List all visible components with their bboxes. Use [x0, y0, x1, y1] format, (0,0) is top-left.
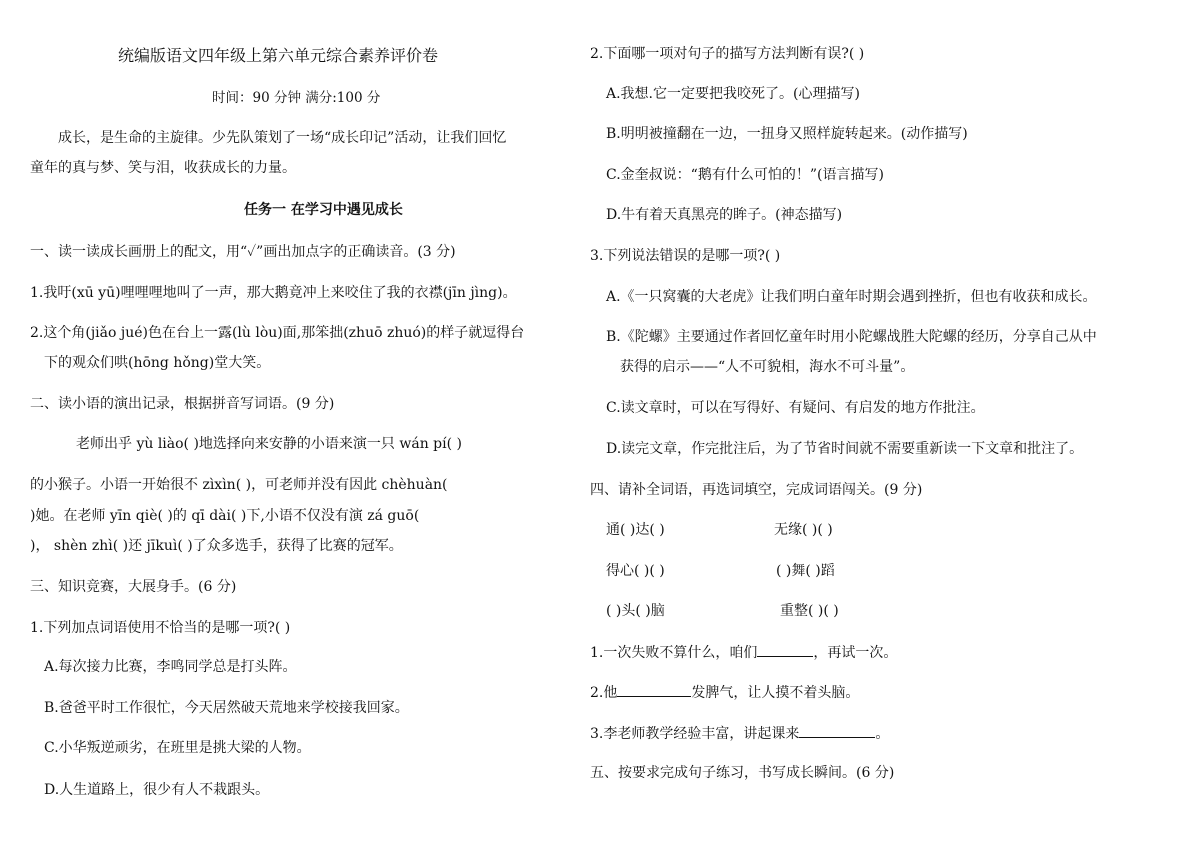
q3-sub3-option-a: A.《一只窝囊的大老虎》让我们明白童年时期会遇到挫折，但也有收获和成长。 [606, 289, 1097, 305]
q4-fill-2-text-before: 2.他 [590, 685, 618, 701]
q3-sub3-question: 3.下列说法错误的是哪一项?( ) [590, 248, 781, 264]
q3-sub1-option-c: C.小华叛逆顽劣，在班里是挑大梁的人物。 [44, 740, 311, 756]
q4-fill-3-blank[interactable] [799, 723, 875, 738]
q3-sub1-option-b: B.爸爸平时工作很忙，今天居然破天荒地来学校接我回家。 [44, 700, 409, 716]
intro-line-2: 童年的真与梦、笑与泪，收获成长的力量。 [30, 160, 296, 176]
q4-heading: 四、请补全词语，再选词填空，完成词语闯关。(9 分) [590, 482, 923, 498]
q3-sub3-option-b-line-1: B.《陀螺》主要通过作者回忆童年时用小陀螺战胜大陀螺的经历，分享自己从中 [606, 329, 1097, 345]
q2-heading: 二、读小语的演出记录，根据拼音写词语。(9 分) [30, 396, 335, 412]
q3-sub2-question: 2.下面哪一项对句子的描写方法判断有误?( ) [590, 46, 865, 62]
q3-sub2-option-a: A.我想.它一定要把我咬死了。(心理描写) [606, 86, 860, 102]
q4-word-1: 通( )达( ) [606, 522, 665, 538]
q2-line-2: 的小猴子。小语一开始很不 zìxìn( )，可老师并没有因此 chèhuàn( [30, 477, 448, 493]
q4-fill-3-text-before: 3.李老师教学经验丰富，讲起课来 [590, 726, 800, 742]
q3-sub1-option-a: A.每次接力比赛，李鸣同学总是打头阵。 [44, 659, 297, 675]
q4-word-2: 无缘( )( ) [774, 522, 833, 538]
q1-item-2-line-2: 下的观众们哄(hōng hǒng)堂大笑。 [44, 355, 271, 371]
q3-heading: 三、知识竞赛，大展身手。(6 分) [30, 579, 237, 595]
q1-item-1: 1.我吁(xū yū)哩哩哩地叫了一声，那大鹅竟冲上来咬住了我的衣襟(jīn jìng)。 [30, 285, 517, 301]
q4-word-4: ( )舞( )蹈 [776, 563, 835, 579]
q4-fill-3 [590, 723, 889, 744]
q4-fill-2-text-after: 发脾气，让人摸不着头脑。 [691, 685, 860, 701]
q4-fill-1-blank[interactable] [757, 642, 813, 657]
q3-sub2-option-c: C.金奎叔说：“鹅有什么可怕的！”(语言描写) [606, 167, 884, 183]
time-info: 时间：90 分钟 满分:100 分 [212, 90, 381, 106]
q4-fill-3-text-after: 。 [875, 726, 890, 742]
q4-word-5: ( )头( )脑 [606, 603, 665, 619]
q4-word-6: 重整( )( ) [780, 603, 839, 619]
q3-sub1-option-d: D.人生道路上，很少有人不栽跟头。 [44, 782, 270, 798]
task1-title: 任务一 在学习中遇见成长 [244, 202, 403, 218]
q4-fill-2 [590, 682, 859, 703]
q2-line-1: 老师出乎 yù liào( )地选择向来安静的小语来演一只 wán pí( ) [76, 436, 462, 452]
q4-fill-1 [590, 642, 897, 663]
q5-heading: 五、按要求完成句子练习，书写成长瞬间。(6 分) [590, 765, 895, 781]
q4-fill-1-text-after: ，再试一次。 [813, 645, 898, 661]
q2-line-4: )， shèn zhì( )还 jīkuì( )了众多选手，获得了比赛的冠军。 [30, 538, 403, 554]
q3-sub2-option-b: B.明明被撞翻在一边，一扭身又照样旋转起来。(动作描写) [606, 126, 968, 142]
q3-sub1-question: 1.下列加点词语使用不恰当的是哪一项?( ) [30, 620, 291, 636]
q3-sub2-option-d: D.牛有着天真黑亮的眸子。(神态描写) [606, 207, 843, 223]
q4-word-3: 得心( )( ) [606, 563, 665, 579]
q3-sub3-option-c: C.读文章时，可以在写得好、有疑问、有启发的地方作批注。 [606, 400, 985, 416]
intro-line-1: 成长，是生命的主旋律。少先队策划了一场“成长印记”活动，让我们回忆 [58, 130, 507, 146]
q2-line-3: )她。在老师 yīn qiè( )的 qī dài( )下,小语不仅没有演 zá guō( [30, 508, 420, 524]
page-title: 统编版语文四年级上第六单元综合素养评价卷 [118, 46, 439, 65]
q1-heading: 一、读一读成长画册上的配文，用“✓”画出加点字的正确读音。(3 分) [30, 244, 456, 260]
q3-sub3-option-d: D.读完文章，作完批注后，为了节省时间就不需要重新读一下文章和批注了。 [606, 441, 1084, 457]
q4-fill-1-text-before: 1.一次失败不算什么，咱们 [590, 645, 758, 661]
q1-item-2-line-1: 2.这个角(jiǎo jué)色在台上一露(lù lòu)面,那笨拙(zhuō zhuó)的样子就逗得台 [30, 325, 525, 341]
q4-fill-2-blank[interactable] [617, 682, 691, 697]
q3-sub3-option-b-line-2: 获得的启示——“人不可貌相，海水不可斗量”。 [620, 359, 915, 375]
